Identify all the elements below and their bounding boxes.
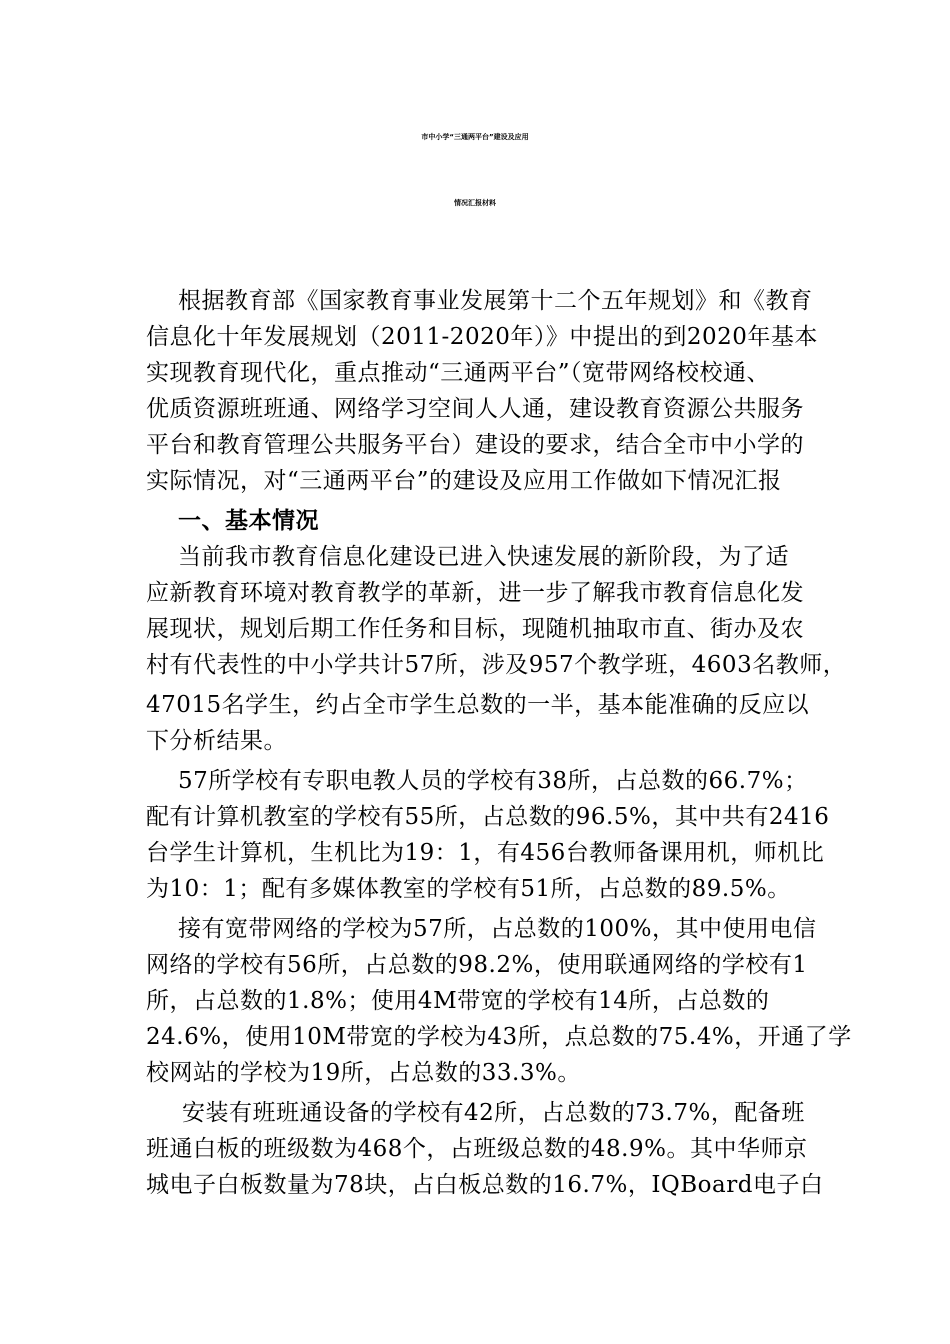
body-line: 当前我市教育信息化建设已进入快速发展的新阶段，为了适 [178, 544, 789, 570]
body-line: 下分析结果。 [146, 728, 287, 754]
body-line: 城电子白板数量为78块，占白板总数的16.7%，IQBoard电子白 [146, 1172, 824, 1198]
document-subtitle: 情况汇报材料 [454, 199, 496, 207]
body-line: 平台和教育管理公共服务平台）建设的要求，结合全市中小学的 [146, 432, 804, 458]
body-line: 安装有班班通设备的学校有42所，占总数的73.7%，配备班 [182, 1100, 805, 1126]
body-line: 47015名学生，约占全市学生总数的一半，基本能准确的反应以 [146, 692, 810, 718]
body-line: 接有宽带网络的学校为57所，占总数的100%，其中使用电信 [178, 916, 817, 942]
section-heading: 一、基本情况 [178, 508, 319, 534]
document-title: 市中小学“三通两平台”建设及应用 [421, 133, 529, 141]
body-line: 24.6%，使用10M带宽的学校为43所，点总数的75.4%，开通了学 [146, 1024, 852, 1050]
body-line: 村有代表性的中小学共计57所，涉及957个教学班，4603名教师， [146, 652, 847, 678]
body-line: 展现状，规划后期工作任务和目标，现随机抽取市直、街办及农 [146, 616, 804, 642]
body-line: 根据教育部《国家教育事业发展第十二个五年规划》和《教育 [178, 288, 813, 314]
body-line: 为10：1；配有多媒体教室的学校有51所，占总数的89.5%。 [146, 876, 791, 902]
body-line: 网络的学校有56所，占总数的98.2%，使用联通网络的学校有1 [146, 952, 808, 978]
body-line: 信息化十年发展规划（2011-2020年）》中提出的到2020年基本 [146, 324, 818, 350]
body-line: 校网站的学校为19所，占总数的33.3%。 [146, 1060, 581, 1086]
body-line: 台学生计算机，生机比为19：1，有456台教师备课用机，师机比 [146, 840, 825, 866]
body-line: 优质资源班班通、网络学习空间人人通，建设教育资源公共服务 [146, 396, 804, 422]
body-line: 实现教育现代化，重点推动“三通两平台”（宽带网络校校通、 [146, 360, 771, 386]
body-line: 所，占总数的1.8%；使用4M带宽的学校有14所，占总数的 [146, 988, 770, 1014]
body-line: 配有计算机教室的学校有55所，占总数的96.5%，其中共有2416 [146, 804, 830, 830]
body-line: 应新教育环境对教育教学的革新，进一步了解我市教育信息化发 [146, 580, 804, 606]
body-line: 实际情况，对“三通两平台”的建设及应用工作做如下情况汇报 [146, 468, 782, 494]
body-line: 班通白板的班级数为468个，占班级总数的48.9%。其中华师京 [146, 1136, 808, 1162]
body-line: 57所学校有专职电教人员的学校有38所，占总数的66.7%； [178, 768, 808, 794]
